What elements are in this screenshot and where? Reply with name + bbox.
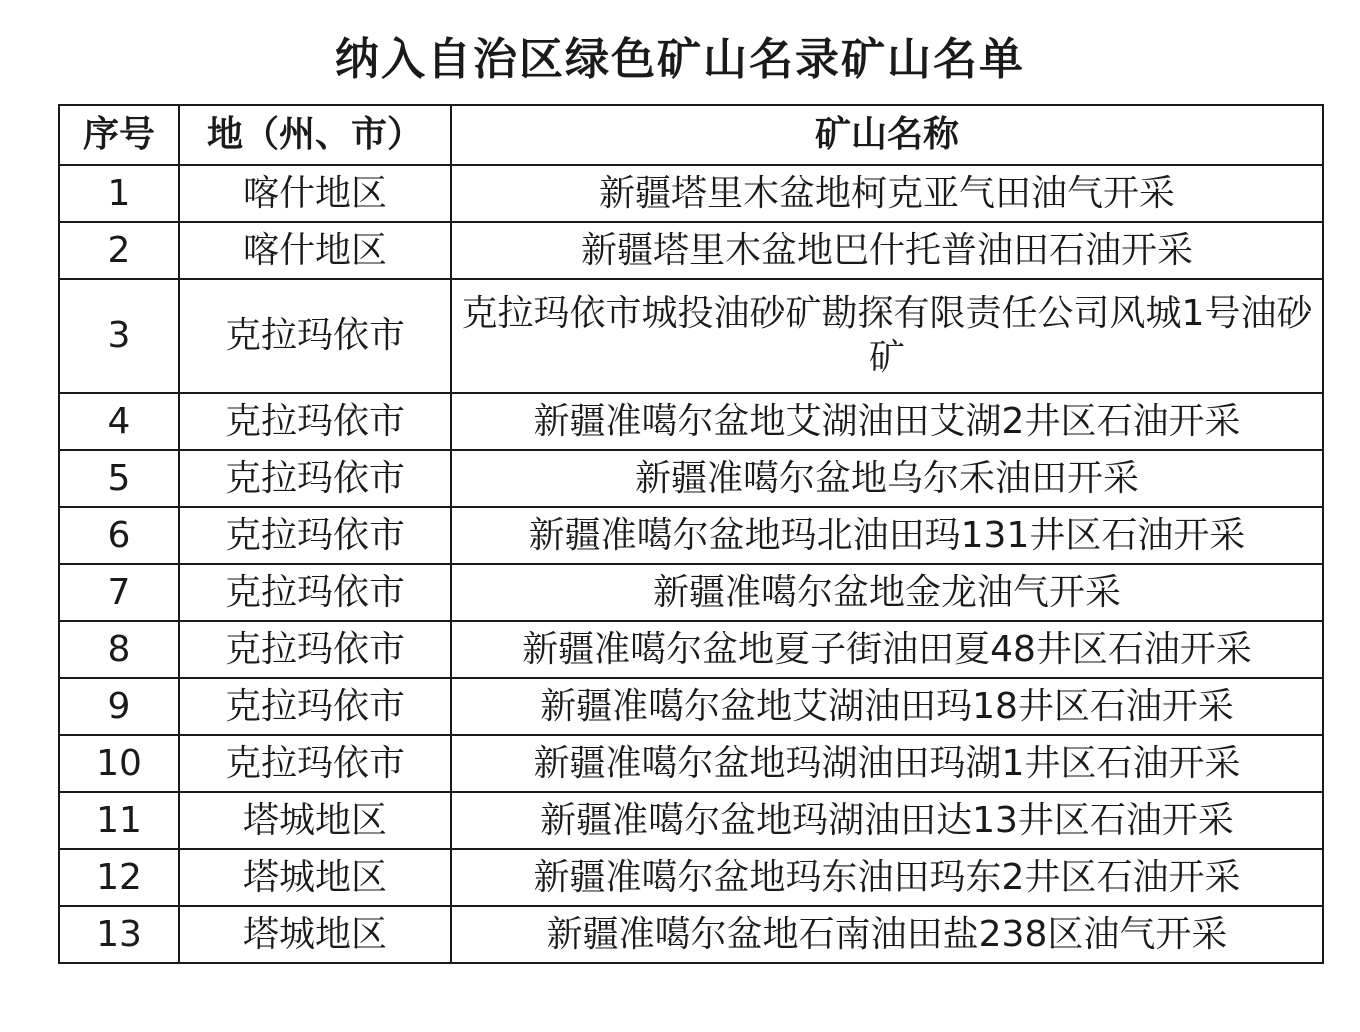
table-row <box>59 849 1323 906</box>
cell-region: 克拉玛依市 <box>179 450 451 507</box>
cell-serial-no: 6 <box>59 507 179 564</box>
page-title: 纳入自治区绿色矿山名录矿山名单 <box>335 34 1025 85</box>
table-row <box>59 222 1323 279</box>
cell-region: 喀什地区 <box>179 165 451 222</box>
cell-serial-no: 2 <box>59 222 179 279</box>
cell-region: 塔城地区 <box>179 849 451 906</box>
table-row <box>59 564 1323 621</box>
cell-serial-no: 9 <box>59 678 179 735</box>
table-row <box>59 507 1323 564</box>
cell-region: 喀什地区 <box>179 222 451 279</box>
mine-list-table <box>58 104 1324 964</box>
cell-serial-no: 11 <box>59 792 179 849</box>
cell-region: 克拉玛依市 <box>179 393 451 450</box>
cell-mine-name: 新疆准噶尔盆地玛湖油田玛湖1井区石油开采 <box>451 735 1323 792</box>
header-serial-no: 序号 <box>59 105 179 165</box>
cell-serial-no: 12 <box>59 849 179 906</box>
cell-mine-name: 新疆准噶尔盆地艾湖油田艾湖2井区石油开采 <box>451 393 1323 450</box>
table-row <box>59 678 1323 735</box>
header-mine-name: 矿山名称 <box>451 105 1323 165</box>
cell-mine-name: 新疆准噶尔盆地石南油田盐238区油气开采 <box>451 906 1323 963</box>
cell-serial-no: 10 <box>59 735 179 792</box>
cell-mine-name: 新疆准噶尔盆地玛湖油田达13井区石油开采 <box>451 792 1323 849</box>
table-row <box>59 906 1323 963</box>
table-row <box>59 450 1323 507</box>
cell-serial-no: 8 <box>59 621 179 678</box>
cell-region: 克拉玛依市 <box>179 507 451 564</box>
cell-mine-name: 新疆准噶尔盆地玛东油田玛东2井区石油开采 <box>451 849 1323 906</box>
table-row <box>59 621 1323 678</box>
cell-mine-name: 新疆塔里木盆地巴什托普油田石油开采 <box>451 222 1323 279</box>
cell-serial-no: 3 <box>59 279 179 393</box>
cell-region: 克拉玛依市 <box>179 678 451 735</box>
cell-serial-no: 1 <box>59 165 179 222</box>
cell-region: 克拉玛依市 <box>179 621 451 678</box>
cell-mine-name: 新疆准噶尔盆地金龙油气开采 <box>451 564 1323 621</box>
cell-mine-name: 新疆塔里木盆地柯克亚气田油气开采 <box>451 165 1323 222</box>
table-row <box>59 735 1323 792</box>
cell-region: 克拉玛依市 <box>179 279 451 393</box>
table-row <box>59 393 1323 450</box>
cell-region: 塔城地区 <box>179 906 451 963</box>
cell-region: 克拉玛依市 <box>179 564 451 621</box>
table-row <box>59 165 1323 222</box>
header-region: 地（州、市） <box>179 105 451 165</box>
cell-mine-name: 新疆准噶尔盆地夏子街油田夏48井区石油开采 <box>451 621 1323 678</box>
cell-mine-name: 克拉玛依市城投油砂矿勘探有限责任公司风城1号油砂矿 <box>451 279 1323 393</box>
cell-serial-no: 5 <box>59 450 179 507</box>
table-row <box>59 792 1323 849</box>
cell-region: 克拉玛依市 <box>179 735 451 792</box>
cell-mine-name: 新疆准噶尔盆地乌尔禾油田开采 <box>451 450 1323 507</box>
cell-serial-no: 7 <box>59 564 179 621</box>
cell-serial-no: 13 <box>59 906 179 963</box>
table-header-row <box>59 105 1323 165</box>
cell-serial-no: 4 <box>59 393 179 450</box>
table-row <box>59 279 1323 393</box>
cell-region: 塔城地区 <box>179 792 451 849</box>
cell-mine-name: 新疆准噶尔盆地玛北油田玛131井区石油开采 <box>451 507 1323 564</box>
cell-mine-name: 新疆准噶尔盆地艾湖油田玛18井区石油开采 <box>451 678 1323 735</box>
